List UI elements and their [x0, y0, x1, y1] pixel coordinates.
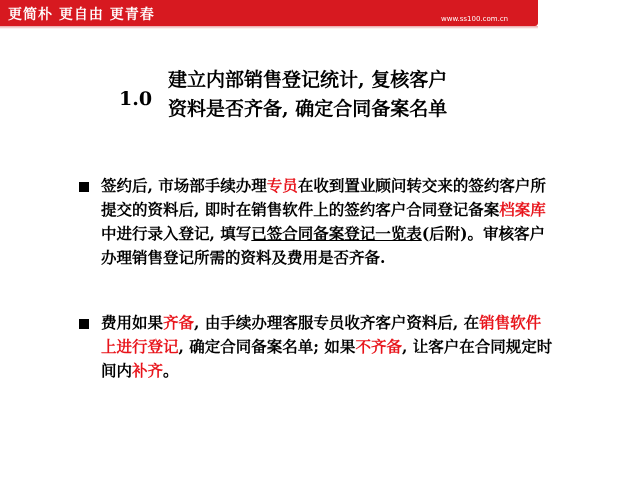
- text-segment: 在收到置业顾问转交来的签约客户所提交的资料后, 即时在销售软件上的签约客户合同登记备案: [101, 176, 546, 219]
- text-segment: 费用如果: [101, 313, 164, 332]
- highlight-text: 齐备: [163, 313, 195, 332]
- section-title: [168, 66, 498, 124]
- bullet-paragraph-1: [101, 174, 556, 270]
- highlight-text: 不齐备: [355, 337, 402, 356]
- highlight-text: 销售软件上进行登记: [101, 313, 542, 356]
- bullet-square-1: [79, 182, 89, 192]
- bullet-square-2: [79, 319, 89, 329]
- bullet-paragraph-2: [101, 311, 556, 383]
- text-segment: , 确定合同备案名单; 如果: [178, 337, 356, 356]
- header-slogan: 更简朴 更自由 更青春: [8, 7, 155, 23]
- section-title-line2: 资料是否齐备, 确定合同备案名单: [168, 98, 448, 120]
- header-url: www.ss100.com.cn: [441, 15, 509, 23]
- text-segment: (后附)。审核客户办理销售登记所需的资料及费用是否齐备.: [101, 224, 545, 267]
- section-title-line1: 建立内部销售登记统计, 复核客户: [168, 69, 448, 91]
- text-segment: 中进行录入登记, 填写: [101, 224, 252, 243]
- text-segment: , 由手续办理客服专员收齐客户资料后, 在: [194, 313, 480, 332]
- highlight-text: 补齐: [132, 361, 164, 380]
- section-number: 1.0: [119, 88, 153, 110]
- highlight-text: 档案库: [499, 200, 546, 219]
- header-shadow: [0, 26, 538, 29]
- header-bar: [0, 0, 538, 26]
- highlight-text: 专员: [266, 176, 298, 195]
- text-segment: 。: [163, 361, 179, 380]
- text-segment: 签约后, 市场部手续办理: [101, 176, 267, 195]
- underlined-text: 已签合同备案登记一览表: [251, 224, 422, 243]
- text-segment: , 让客户在合同规定时间内: [101, 337, 553, 380]
